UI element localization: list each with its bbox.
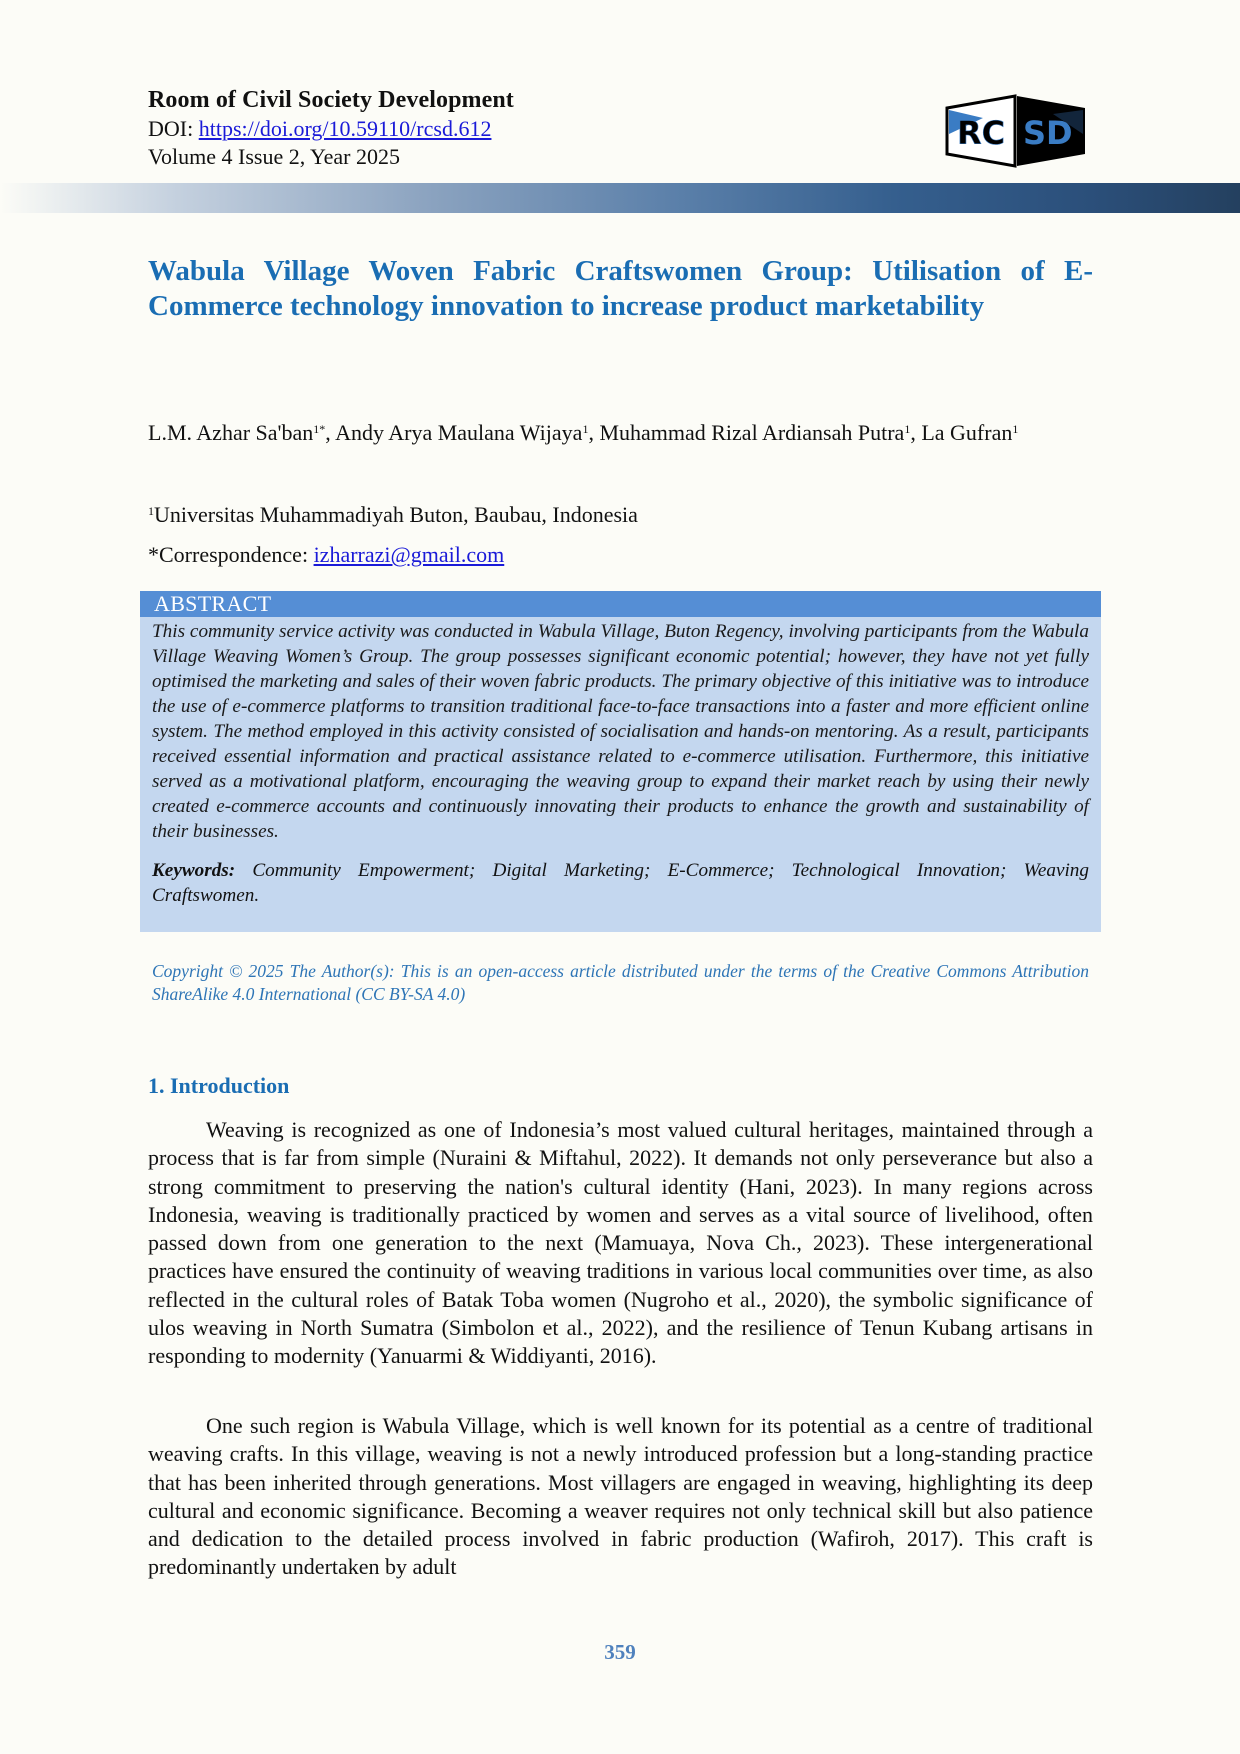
author-affiliation-mark: 1 bbox=[582, 422, 589, 436]
author-separator: , bbox=[325, 420, 336, 445]
doi-link[interactable]: https://doi.org/10.59110/rcsd.612 bbox=[198, 116, 492, 141]
abstract-text: This community service activity was conducted in Wabula Village, Buton Regency, involving participants from the Wabula Village Weaving Women’s Group. The group possesses significant economic potential; however, they have not yet fully optimised the marketing and sales of their woven fabric products. The primary objective of this initiative was to introduce the use of e-commerce platforms to transition traditional face-to-face transactions into a faster and more efficient online system. The method employed in this activity consisted of socialisation and hands-on mentoring. As a result, participants received essential information and practical assistance related to e-commerce utilisation. Furthermore, this initiative served as a motivational platform, encouraging the weaving group to expand their market reach by using their newly created e-commerce accounts and continuously innovating their products to enhance the growth and sustainability of their businesses. bbox=[152, 621, 1089, 842]
doi-line bbox=[148, 115, 514, 143]
keywords-list: Community Empowerment; Digital Marketing; E-Commerce; Technological Innovation; Weaving Craftswomen. bbox=[152, 860, 1089, 906]
journal-name: Room of Civil Society Development bbox=[148, 87, 514, 113]
abstract-box bbox=[140, 591, 1101, 932]
author-affiliation-mark: 1 bbox=[904, 422, 911, 436]
correspondence bbox=[148, 542, 504, 568]
copyright-notice: Copyright © 2025 The Author(s): This is an open-access article distributed under the terms of the Creative Commons Attribution ShareAlike 4.0 International (CC BY-SA 4.0) bbox=[152, 961, 1089, 1004]
body-paragraph: Weaving is recognized as one of Indonesia’s most valued cultural heritages, maintained through a process that is far from simple (Nuraini & Miftahul, 2022). It demands not only perseverance but also a strong commitment to preserving the nation's cultural identity (Hani, 2023). In many regions across Indonesia, weaving is traditionally practiced by women and serves as a vital source of livelihood, often passed down from one generation to the next (Mamuaya, Nova Ch., 2023). These intergenerational practices have ensured the continuity of weaving traditions in various local communities over time, as also reflected in the cultural roles of Batak Toba women (Nugroho et al., 2020), the symbolic significance of ulos weaving in North Sumatra (Simbolon et al., 2022), and the resilience of Tenun Kubang artisans in responding to modernity (Yanuarmi & Widdiyanti, 2016). bbox=[148, 1117, 1093, 1369]
rcsd-logo-icon bbox=[943, 94, 1089, 168]
affiliation-mark: 1 bbox=[148, 504, 154, 518]
keywords bbox=[140, 844, 1101, 908]
volume-issue: Volume 4 Issue 2, Year 2025 bbox=[148, 144, 400, 169]
page-number: 359 bbox=[604, 1640, 636, 1664]
author-name: La Gufran bbox=[921, 420, 1013, 445]
correspondence-email-link[interactable]: izharrazi@gmail.com bbox=[313, 542, 505, 567]
logo-text-left: RC bbox=[957, 114, 1006, 152]
article-title: Wabula Village Woven Fabric Craftswomen Group: Utilisation of E-Commerce technology innovation to increase product marketability bbox=[148, 255, 1093, 322]
author-separator: , bbox=[588, 420, 600, 445]
journal-header bbox=[148, 86, 514, 171]
affiliation bbox=[148, 502, 638, 528]
logo-text-right: SD bbox=[1023, 114, 1073, 152]
author-name: Andy Arya Maulana Wijaya bbox=[335, 420, 583, 445]
author-name: Muhammad Rizal Ardiansah Putra bbox=[599, 420, 905, 445]
body-paragraph: One such region is Wabula Village, which is well known for its potential as a centre of traditional weaving crafts. In this village, weaving is not a newly introduced profession but a long-standing practice that has been inherited through generations. Most villagers are engaged in weaving, highlighting its deep cultural and economic significance. Becoming a weaver requires not only technical skill but also patience and dedication to the detailed process involved in fabric production (Wafiroh, 2017). This craft is predominantly undertaken by adult bbox=[148, 1413, 1093, 1580]
author-separator: , bbox=[910, 420, 922, 445]
doi-label: DOI: bbox=[148, 116, 199, 141]
header-gradient-band bbox=[0, 183, 1240, 213]
author-affiliation-mark: 1* bbox=[313, 422, 326, 436]
author-name: L.M. Azhar Sa'ban bbox=[148, 420, 314, 445]
keywords-label: Keywords: bbox=[152, 860, 236, 881]
author-affiliation-mark: 1 bbox=[1012, 422, 1019, 436]
abstract-heading: ABSTRACT bbox=[140, 591, 1101, 617]
section-heading-introduction: 1. Introduction bbox=[148, 1073, 290, 1098]
author-list bbox=[148, 418, 1093, 447]
affiliation-text: Universitas Muhammadiyah Buton, Baubau, Indonesia bbox=[154, 502, 638, 527]
correspondence-label: *Correspondence: bbox=[148, 542, 314, 567]
